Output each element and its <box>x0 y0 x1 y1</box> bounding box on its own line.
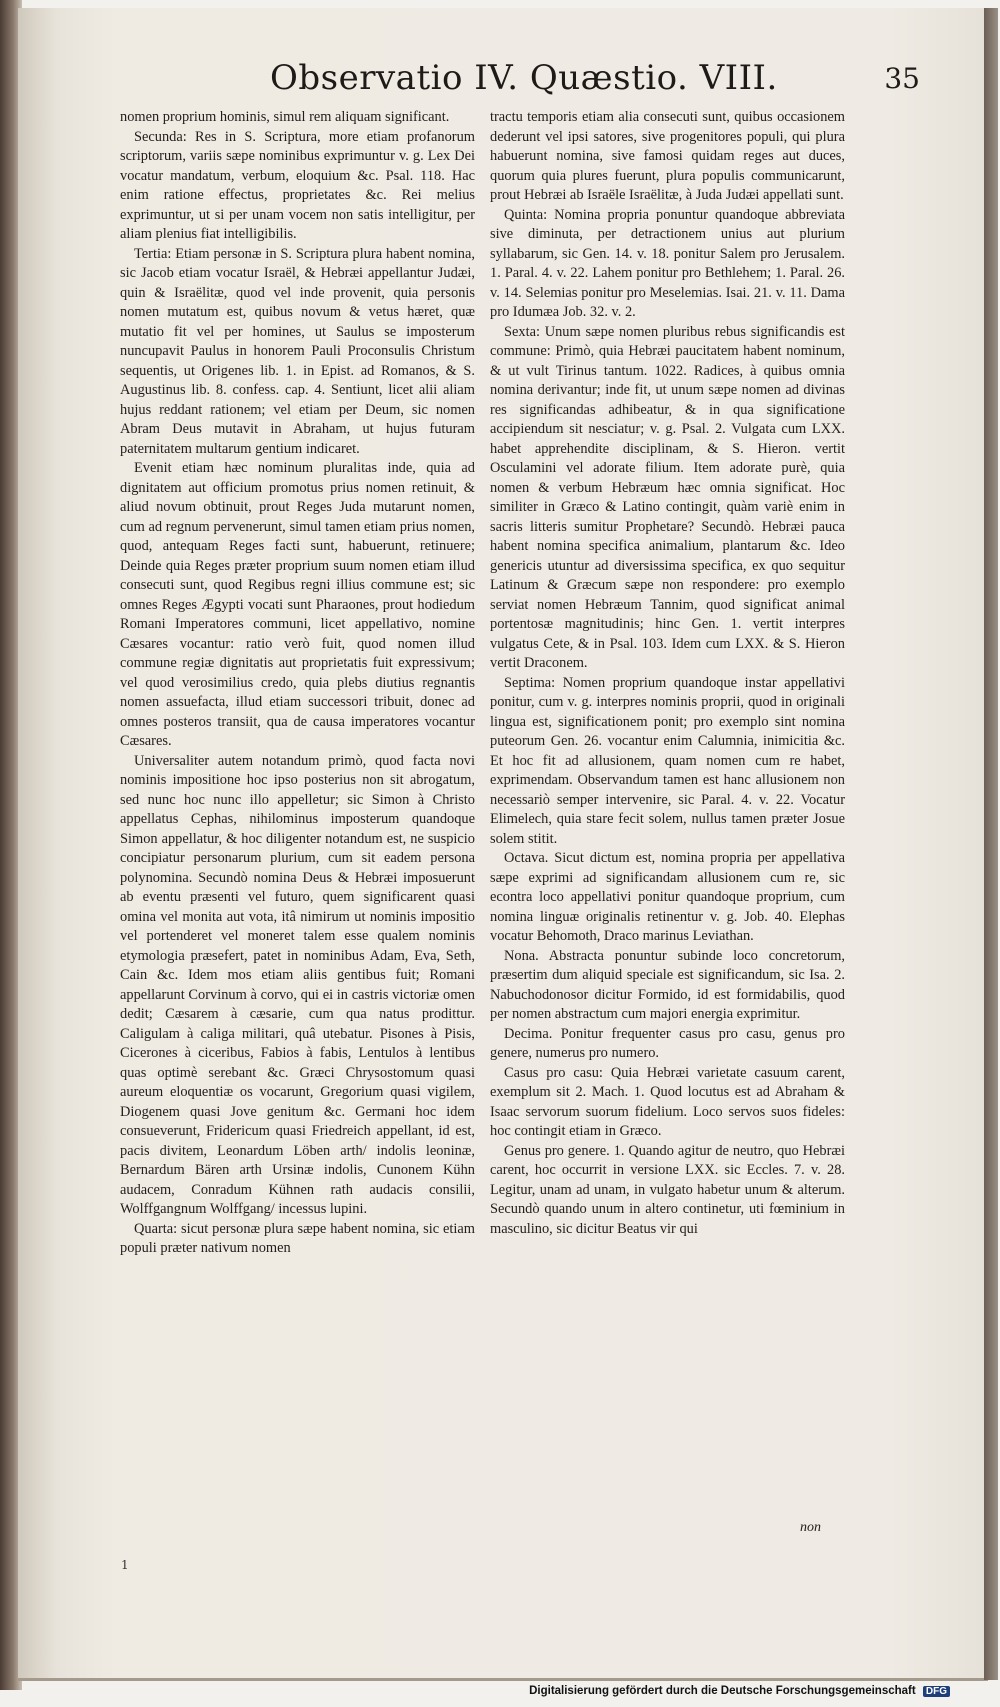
paragraph: Decima. Ponitur frequenter casus pro casu, genus pro genere, numerus pro numero. <box>490 1025 845 1061</box>
catchword: non <box>800 1520 821 1535</box>
paragraph: Secunda: Res in S. Scriptura, more etiam profanorum scriptorum, variis sæpe nominibus exprimuntur v. g. Lex Dei vocatur mandatum, verbum, eloquium &c. Psal. 118. Hac enim ratione effectus, proprietates &c. Rei melius exprimuntur, ut si per unam vocem non satis intelligitur, per aliam plenius fiat intelligibilis. <box>120 128 475 242</box>
paragraph: Septima: Nomen proprium quandoque instar appellativi ponitur, cum v. g. interpres nominis proprii, quod in originali lingua est, significationem ponit; pro exemplo sint nomina puteorum Gen. 26. vocantur enim Calumnia, inimicitia &c. Et hoc fit ad allusionem, quam nomen cum re habet, exprimendam. Observandum tamen est hanc allusionem non necessariò semper intervenire, sic Paral. 4. v. 22. Vocatur Elimelech, quia stare fecit solem, nullus tamen præter Josue solem stitit. <box>490 674 845 847</box>
paragraph: Quinta: Nomina propria ponuntur quandoque abbreviata sive diminuta, per detractionem unius aut plurium syllabarum, sic Gen. 14. v. 18. ponitur Salem pro Jerusalem. 1. Paral. 4. v. 22. Lahem ponitur pro Bethlehem; 1. Paral. 26. v. 14. Selemias ponitur pro Meselemias. Isai. 21. v. 11. Dama pro Idumæa Job. 32. v. 2. <box>490 206 845 320</box>
paragraph: Nona. Abstracta ponuntur subinde loco concretorum, præsertim dum aliquid speciale est significandum, sic Isa. 2. Nabuchodonosor dicitur Formido, id est formidabilis, quod per nomen abstractum cum majori energia exprimitur. <box>490 947 845 1022</box>
paragraph: nomen proprium hominis, simul rem aliquam significant. <box>120 109 450 125</box>
paragraph: Sexta: Unum sæpe nomen pluribus rebus significandis est commune: Primò, quia Hebræi paucitatem habent nominum, & ut vult Tirinus tantum. 1022. Radices, à quibus omnia nomina derivantur; inde fit, ut unum sæpe nomen ad divinas res significandas adhibeatur, & in qua significatione accipiendum sit nesciatur; v. g. Psal. 2. Vulgata cum LXX. habet apprehendite disciplinam, & S. Hieron. vertit Osculamini vel adorate filium. Item adorate purè, quia nomen & verbum Hebræum hæc omnia significat. Hoc similiter in Græco & Latino contingit, quàm variè enim in sacris litteris sumitur Prophetare? Secundò. Hebræi pauca habent nomina specifica animalium, plantarum &c. Ideo genericis utuntur ad diversissima specifica, ex quo sequitur Latinum & Græcum sæpe non respondere: pro exemplo serviat nomen Hebræum Tannim, quod significat animal portentosæ magnitudinis; hinc Gen. 1. vertit interpres vulgatus Cete, & in Psal. 103. Idem cum LXX. & S. Hieron vertit Draconem. <box>490 323 845 671</box>
paragraph: Universaliter autem notandum primò, quod facta novi nominis impositione hoc ipso posterius non sit abrogatum, sed nunc hoc nunc illo appelletur; sic Simon à Christo appellatus Cephas, nihilominus imposterum quandoque Simon appellatur, & hoc diligenter notandum est, ne suspicio concipiatur personarum plurium, cum sit eadem persona polynomina. Secundò nomina Deus & Hebræi imposuerunt ab eventu præsenti vel futuro, quem significarent quasi omina vel monita aut vota, itâ nimirum ut nominis impositio vel portenderet vel moneret talem esse qualem nominis etymologia præsefert, patet in nominibus Adam, Eva, Seth, Cain &c. Idem mos etiam aliis gentibus fuit; Romani appellarunt Corvinum à corvo, qui ei in castris victoriæ omen dedit; Cæsarem à cæsarie, cum qua natus prodittur. Caligulam à caliga militari, quâ utebatur. Pisones à Pisis, Cicerones à ciceribus, Fabios à fabis, Lentulos à lentibus quas optimè serebant &c. Græci Chrysostomum quasi aureum eloquentiæ os vocarunt, Gregorium quasi vigilem, Diogenem quasi Jove genitum &c. Germani hoc idem consueverunt, Fridericum quasi Friedreich appellant, id est, pacis divitem, Leonardum Löben arth/ indolis leoninæ, Bernardum Bären arth Ursinæ indolis, Cunonem Kühn audacem, Conradum Kühnen rath audacis consilii, Wolffgangnum Wolffgang/ incessus lupini. <box>120 752 475 1217</box>
dfg-logo-icon: DFG <box>923 1686 950 1697</box>
margin-mark: 1 <box>121 1558 129 1572</box>
paragraph: Casus pro casu: Quia Hebræi varietate casuum carent, exemplum sit 2. Mach. 1. Quod locutus est ad Abraham & Isaac servorum suorum fidelium. Loco servos suos fideles: hoc contingit etiam in Græco. <box>490 1064 845 1139</box>
paragraph: Evenit etiam hæc nominum pluralitas inde, quia ad dignitatem aut officium promotus prius nomen retinuit, & aliud novum obtinuit, prout Reges Juda mutarunt nomen, cum ad regnum pervenerunt, simul tamen etiam prius nomen, quod, antequam Reges facti sunt, habuerunt, retinuere; Deinde quia Reges præter proprium suum nomen etiam illud consecuti sunt, quod Regibus regni illius commune est; sic omnes Reges Ægypti vocati sunt Pharaones, prout hodiedum Romani Imperatores communi, licet appellativo, nomine Cæsares vocantur: ratio verò fuit, quod nomen illud commune regiæ dignitatis aut proprietatis fuit expressivum; vel quod verosimilius credo, quia plebs diutius regnantis nomen assuefacta, illud etiam successori tribuit, donec ad omnes posteros transiit, qua de causa imperatores vocantur Cæsares. <box>120 460 475 749</box>
digitization-credit <box>529 1685 950 1697</box>
paragraph: Tertia: Etiam personæ in S. Scriptura plura habent nomina, sic Jacob etiam vocatur Israël, & Hebræi appellantur Judæi, quin & Israëlitæ, quod vel inde provenit, quia personis nomen mutatum est, quibus novum & vetus hæret, quæ mutatio fit vel per homines, ut Saulus se imposterum nuncupavit Paulus in honorem Pauli Proconsulis Christum sequentis, ut Origenes lib. 1. in Epist. ad Romanos, & S. Augustinus lib. 8. confess. cap. 4. Sentiunt, licet alii aliam hujus reddant rationem; vel etiam per Deum, sic nomen Abram Deus mutavit in Abraham, ut hujus futuram paternitatem multarum gentium indicaret. <box>120 245 475 457</box>
right-text-column <box>490 108 845 1239</box>
paragraph: Genus pro genere. 1. Quando agitur de neutro, quo Hebræi carent, hoc occurrit in versione LXX. sic Eccles. 7. v. 28. Legitur, unam ad unam, in vulgato habetur unum & alterum. Secundò quando unum in altero continetur, uti fœminium in masculino, sic dicitur Beatus vir qui <box>490 1142 845 1237</box>
paragraph: Quarta: sicut personæ plura sæpe habent nomina, sic etiam populi præter nativum nomen <box>120 1220 475 1256</box>
running-title: Observatio IV. Quæstio. VIII. <box>270 58 778 98</box>
page-number: 35 <box>884 62 920 95</box>
page-edge <box>984 8 998 1680</box>
paragraph: Octava. Sicut dictum est, nomina propria per appellativa sæpe exprimi ad significandam allusionem cum re, sic econtra loco appellativi ponitur quandoque proprium, cum nomina linguæ originalis retinentur v. g. Job. 40. Elephas vocatur Behomoth, Draco marinus Leviathan. <box>490 850 845 944</box>
left-text-column <box>120 108 475 1259</box>
page-header <box>270 58 920 102</box>
paragraph: tractu temporis etiam alia consecuti sunt, quibus occasionem dederunt vel ipsi satores, sive progenitores populi, qui plura habuerunt nomina, sive famosi quidam reges aut duces, quorum quia plures fuerunt, plura populis communicarunt, prout Hebræi ab Israële Israëlitæ, à Juda Judæi appellati sunt. <box>490 109 845 203</box>
credit-text: Digitalisierung gefördert durch die Deutsche Forschungsgemeinschaft <box>529 1685 916 1697</box>
